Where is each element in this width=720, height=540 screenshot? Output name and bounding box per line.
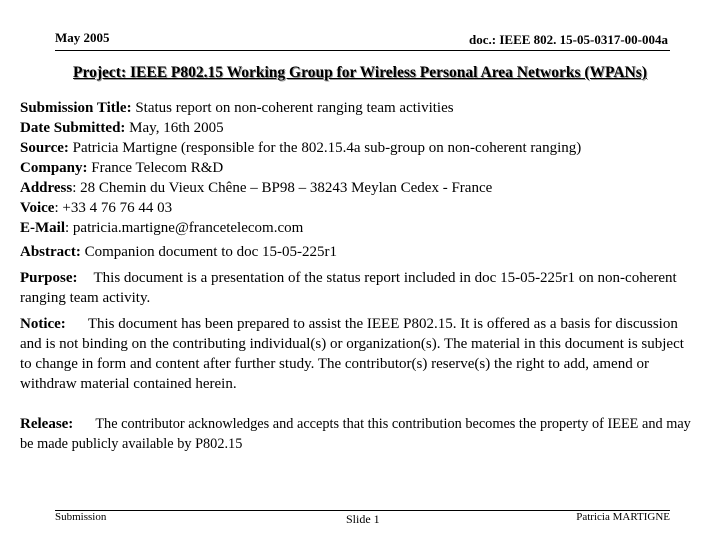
source-label: Source: — [20, 140, 69, 156]
email-value: : patricia.martigne@francetelecom.com — [65, 220, 304, 236]
voice-value: : +33 4 76 76 44 03 — [54, 200, 173, 216]
header-date: May 2005 — [55, 30, 110, 45]
address-value: : 28 Chemin du Vieux Chêne – BP98 – 38243 Meylan Cedex - France — [72, 180, 493, 196]
purpose-label: Purpose: — [20, 270, 78, 286]
date-submitted-value: May, 16th 2005 — [129, 120, 224, 136]
release-text: The contributor acknowledges and accepts that this contribution becomes the property of IEEE and may be made publicly available by P802.15 — [20, 416, 691, 452]
purpose-text: This document is a presentation of the status report included in doc 15-05-225r1 on non-coherent ranging team activity. — [20, 270, 677, 306]
abstract-paragraph — [20, 242, 695, 262]
header-doc-number: doc.: IEEE 802. 15-05-0317-00-004a — [469, 32, 668, 47]
source-value: Patricia Martigne (responsible for the 802.15.4a sub-group on non-coherent ranging) — [72, 140, 582, 156]
email-label: E-Mail — [20, 220, 65, 236]
voice-label: Voice — [20, 200, 55, 216]
header-rule — [55, 50, 670, 51]
footer-submission: Submission — [55, 511, 107, 523]
submission-title-line — [20, 98, 695, 118]
company-line — [20, 158, 695, 178]
email-line — [20, 218, 695, 238]
company-label: Company: — [20, 160, 88, 176]
purpose-paragraph — [20, 268, 695, 308]
slide-number: Slide 1 — [346, 512, 380, 526]
voice-line — [20, 198, 695, 218]
release-paragraph — [20, 414, 695, 454]
notice-label: Notice: — [20, 316, 66, 332]
company-value: France Telecom R&D — [91, 160, 224, 176]
submission-title-label: Submission Title: — [20, 100, 132, 116]
release-label: Release: — [20, 416, 74, 432]
notice-text: This document has been prepared to assist the IEEE P802.15. It is offered as a basis for discussion and is not binding on the contributing individual(s) or organization(s). The material in this document is subject to change in form and content after further study. The contributor(s) reserve(s) the right to add, amend or withdraw material contained herein. — [20, 316, 684, 392]
footer-author: Patricia MARTIGNE — [576, 511, 670, 523]
source-line — [20, 138, 695, 158]
address-label: Address — [20, 180, 73, 196]
notice-paragraph — [20, 314, 695, 394]
submission-title-value: Status report on non-coherent ranging team activities — [135, 100, 454, 116]
address-line — [20, 178, 695, 198]
submission-body — [20, 98, 695, 454]
abstract-text: Companion document to doc 15-05-225r1 — [84, 244, 338, 260]
project-title: Project: IEEE P802.15 Working Group for Wireless Personal Area Networks (WPANs) — [73, 64, 647, 81]
abstract-label: Abstract: — [20, 244, 81, 260]
date-submitted-line — [20, 118, 695, 138]
date-submitted-label: Date Submitted: — [20, 120, 126, 136]
